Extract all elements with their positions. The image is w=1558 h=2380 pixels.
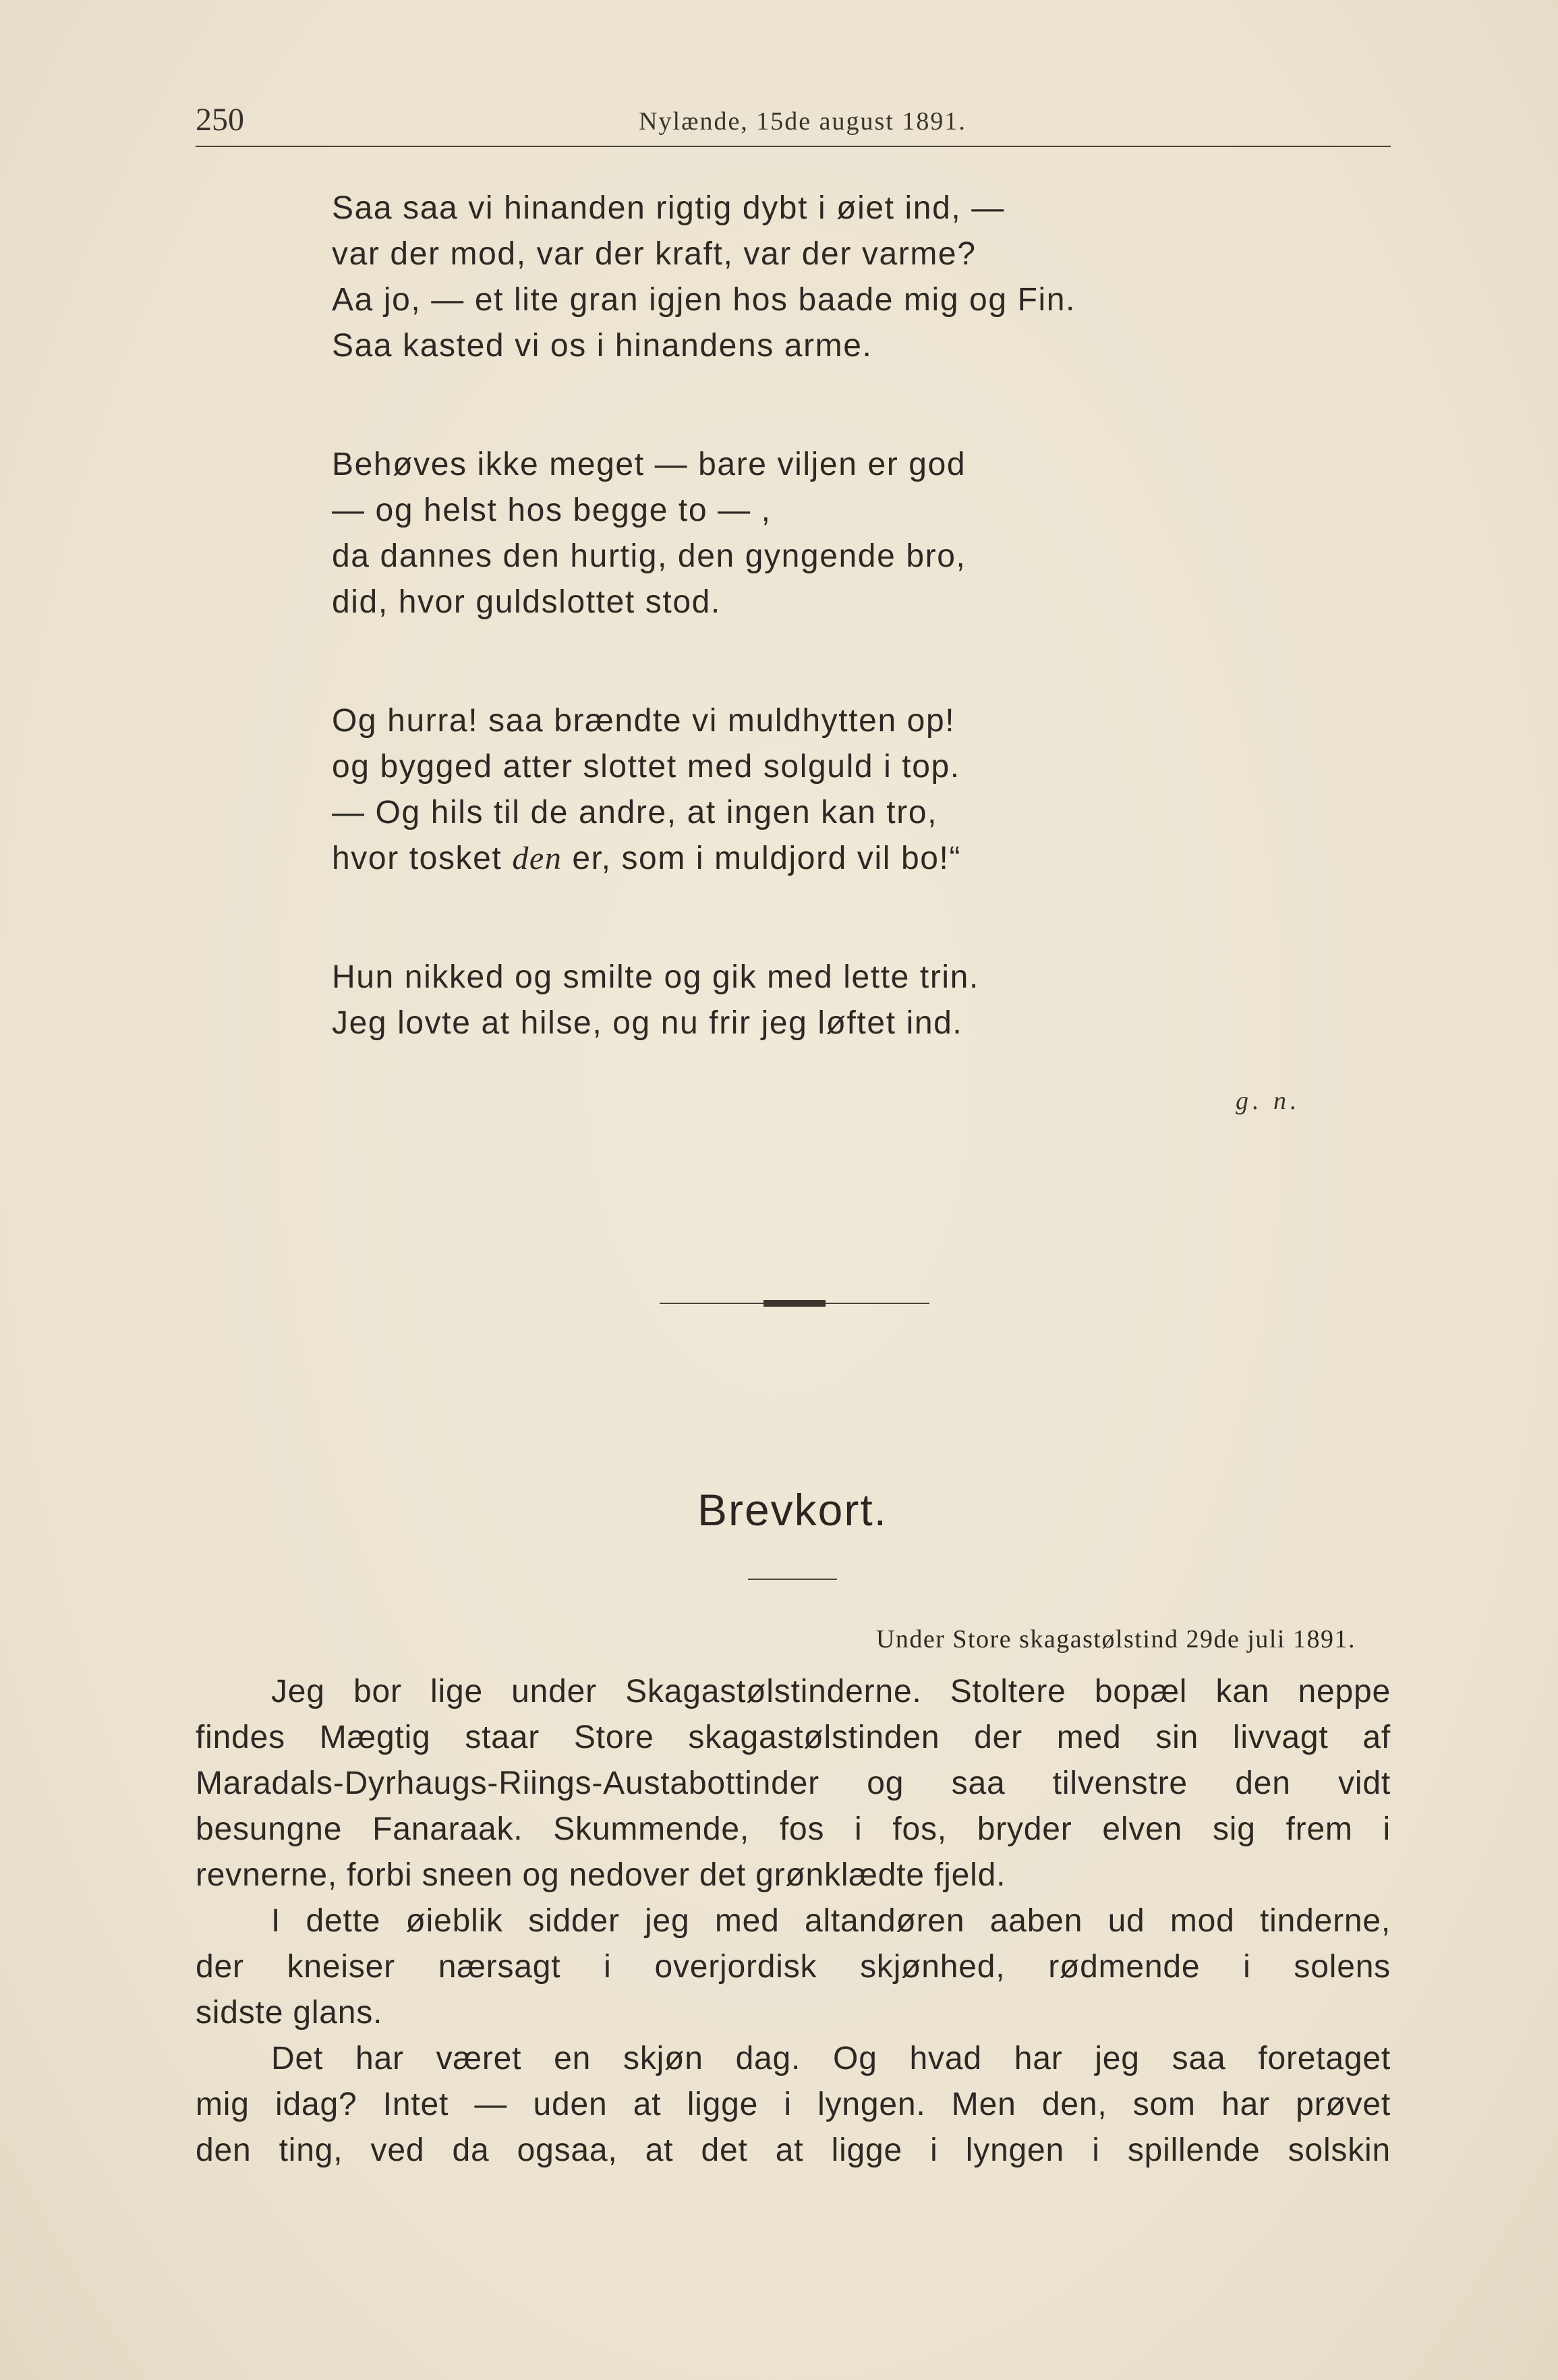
divider-bar — [763, 1300, 826, 1307]
poem — [332, 186, 1344, 1046]
paragraph — [196, 1669, 1391, 1898]
poem-verse: og bygged atter slottet med solguld i top. — [332, 749, 960, 785]
poem-verse: Og hurra! saa brændte vi muldhytten op! — [332, 703, 956, 739]
article-title: Brevkort. — [697, 1485, 888, 1535]
poem-verse: Saa saa vi hinanden rigtig dybt i øiet ind, — — [332, 190, 1005, 226]
text-line: besungne Fanaraak. Skummende, fos i fos, bryder elven sig frem i — [196, 1811, 1391, 1847]
poem-verse: did, hvor guldslottet stod. — [332, 584, 721, 620]
poem-stanza — [332, 698, 1344, 882]
poem-stanza — [332, 955, 1344, 1046]
poem-verse: Jeg lovte at hilse, og nu frir jeg løftet ind. — [332, 1005, 963, 1041]
text-line: I dette øieblik sidder jeg med altandøren aaben ud mod tinderne, — [271, 1903, 1391, 1939]
header-rule — [196, 146, 1391, 147]
poem-signature: g. n. — [1236, 1087, 1301, 1115]
running-head: Nylænde, 15de august 1891. — [639, 107, 966, 136]
text-line: der kneiser nærsagt i overjordisk skjønhed, rødmende i solens — [196, 1949, 1391, 1985]
text-line: findes Mægtig staar Store skagastølstinden der med sin livvagt af — [196, 1720, 1391, 1755]
poem-verse: var der mod, var der kraft, var der varme? — [332, 236, 977, 272]
text-line: sidste glans. — [196, 1995, 383, 2031]
page-number: 250 — [196, 102, 244, 138]
poem-stanza — [332, 186, 1344, 369]
article-dateline: Under Store skagastølstind 29de juli 1891. — [875, 1625, 1356, 1653]
page-header — [196, 101, 1391, 150]
article-body — [196, 1669, 1391, 2174]
poem-verse: — og helst hos begge to — , — [332, 492, 772, 528]
poem-verse: Hun nikked og smilte og gik med lette trin. — [332, 959, 979, 995]
text-line: revnerne, forbi sneen og nedover det grønklædte fjeld. — [196, 1857, 1006, 1893]
text-line: den ting, ved da ogsaa, at det at ligge i lyngen i spillende solskin — [196, 2132, 1391, 2168]
text-line: Jeg bor lige under Skagastølstinderne. Stoltere bopæl kan neppe — [271, 1674, 1391, 1709]
text-line: Maradals-Dyrhaugs-Riings-Austabottinder og saa tilvenstre den vidt — [196, 1765, 1391, 1801]
poem-verse: da dannes den hurtig, den gyngende bro, — [332, 538, 966, 574]
poem-stanza — [332, 442, 1344, 625]
poem-verse: — Og hils til de andre, at ingen kan tro, — [332, 795, 938, 830]
poem-verse: Saa kasted vi os i hinandens arme. — [332, 328, 873, 364]
poem-verse: Behøves ikke meget — bare viljen er god — [332, 447, 966, 482]
text-line: Det har været en skjøn dag. Og hvad har jeg saa foretaget — [271, 2041, 1391, 2076]
poem-verse — [332, 836, 1344, 882]
section-divider — [660, 1299, 929, 1307]
verse-emphasis: den — [512, 841, 562, 876]
verse-text: er, som i muldjord vil bo!“ — [562, 841, 962, 876]
title-rule — [748, 1579, 837, 1580]
paragraph — [196, 1898, 1391, 2036]
verse-text: hvor tosket — [332, 841, 513, 876]
poem-verse: Aa jo, — et lite gran igjen hos baade mig og Fin. — [332, 282, 1076, 318]
text-line: mig idag? Intet — uden at ligge i lyngen. Men den, som har prøvet — [196, 2087, 1391, 2122]
paragraph — [196, 2036, 1391, 2174]
